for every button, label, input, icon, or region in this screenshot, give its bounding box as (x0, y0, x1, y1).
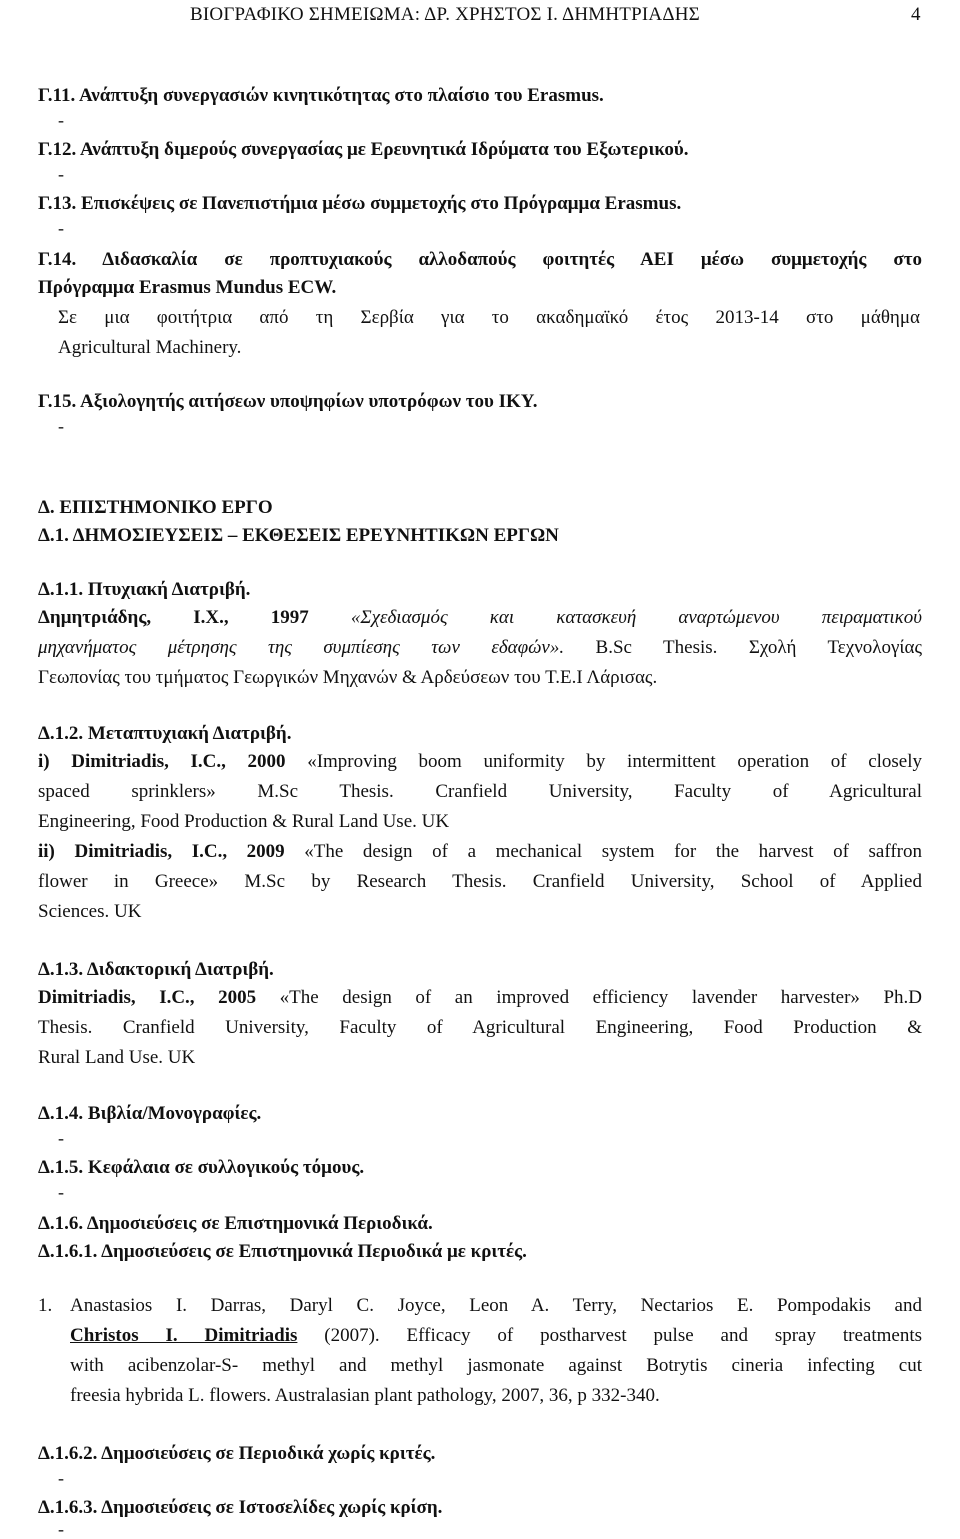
item-g14-text: Διδασκαλία σε προπτυχιακούς αλλοδαπούς φοιτητές ΑΕΙ μέσω συμμετοχής στο (102, 249, 923, 270)
item-g14-label: Γ.14. (38, 249, 77, 270)
d11-author: Δημητριάδης, Ι.Χ., 1997 (38, 607, 309, 628)
section-d15-title: Δ.1.5. Κεφάλαια σε συλλογικούς τόμους. (38, 1157, 365, 1178)
pub1-line3: with acibenzolar-S- methyl and methyl jasmonate against Botrytis cineria infecting cut (70, 1355, 922, 1376)
d13-author: Dimitriadis, I.C., 2005 (38, 987, 257, 1008)
section-d16-title: Δ.1.6. Δημοσιεύσεις σε Επιστημονικά Περιοδικά. (38, 1213, 433, 1234)
d12-ii-author: ii) Dimitriadis, I.C., 2009 (38, 841, 285, 862)
d13-text1: «The design of an improved efficiency lavender harvester» Ph.D (279, 987, 922, 1008)
d12-i-text1: «Improving boom uniformity by intermittent operation of closely (307, 751, 923, 772)
d12-ii-line2: flower in Greece» M.Sc by Research Thesis. Cranfield University, School of Applied (38, 871, 922, 892)
header-title: ΒΙΟΓΡΑΦΙΚΟ ΣΗΜΕΙΩΜΑ: ΔΡ. ΧΡΗΣΤΟΣ Ι. ΔΗΜΗΤΡΙΑΔΗΣ (190, 4, 700, 25)
dash-marker: - (58, 110, 64, 130)
section-d11-title: Δ.1.1. Πτυχιακή Διατριβή. (38, 579, 251, 600)
d12-i-line2: spaced sprinklers» M.Sc Thesis. Cranfield University, Faculty of Agricultural (38, 781, 922, 802)
item-g14-sub2: Agricultural Machinery. (58, 337, 242, 358)
section-d14-title: Δ.1.4. Βιβλία/Μονογραφίες. (38, 1103, 262, 1124)
d13-line2: Thesis. Cranfield University, Faculty of Agricultural Engineering, Food Production & (38, 1017, 922, 1038)
d11-line2 (38, 636, 922, 660)
item-g12: Γ.12. Ανάπτυξη διμερούς συνεργασίας με Ερευνητικά Ιδρύματα του Εξωτερικού. (38, 139, 689, 160)
item-g14-line2: Πρόγραμμα Erasmus Mundus ECW. (38, 277, 337, 298)
d12-i-line3: Engineering, Food Production & Rural Land Use. UK (38, 811, 450, 832)
section-d162-title: Δ.1.6.2. Δημοσιεύσεις σε Περιοδικά χωρίς κριτές. (38, 1443, 436, 1464)
item-g13: Γ.13. Επισκέψεις σε Πανεπιστήμια μέσω συμμετοχής στο Πρόγραμμα Erasmus. (38, 193, 682, 214)
pub1-line2 (70, 1324, 922, 1348)
dash-marker: - (58, 164, 64, 184)
section-d12-title: Δ.1.2. Μεταπτυχιακή Διατριβή. (38, 723, 292, 744)
section-d-title: Δ. ΕΠΙΣΤΗΜΟΝΙΚΟ ΕΡΓΟ (38, 497, 273, 518)
section-d163-title: Δ.1.6.3. Δημοσιεύσεις σε Ιστοσελίδες χωρίς κρίση. (38, 1497, 443, 1518)
section-d161-title: Δ.1.6.1. Δημοσιεύσεις σε Επιστημονικά Περιοδικά με κριτές. (38, 1241, 527, 1262)
dash-marker: - (58, 1128, 64, 1148)
dash-marker: - (58, 1468, 64, 1488)
pub1-number: 1. (38, 1295, 53, 1316)
dash-marker: - (58, 1182, 64, 1202)
d12-ii-line1 (38, 840, 922, 864)
d11-line3: Γεωπονίας του τμήματος Γεωργικών Μηχανών & Αρδεύσεων του Τ.Ε.Ι Λάρισας. (38, 667, 658, 688)
d12-i-line1 (38, 750, 922, 774)
pub1-line1: Anastasios I. Darras, Daryl C. Joyce, Leon A. Terry, Nectarios E. Pompodakis and (70, 1295, 922, 1316)
d12-ii-line3: Sciences. UK (38, 901, 142, 922)
section-d13-title: Δ.1.3. Διδακτορική Διατριβή. (38, 959, 274, 980)
d13-line1 (38, 986, 922, 1010)
page-number: 4 (911, 4, 921, 25)
item-g11: Γ.11. Ανάπτυξη συνεργασιών κινητικότητας στο πλαίσιο του Erasmus. (38, 85, 604, 106)
d11-rest2: B.Sc Thesis. Σχολή Τεχνολογίας (595, 637, 922, 658)
section-d1-title: Δ.1. ΔΗΜΟΣΙΕΥΣΕΙΣ – ΕΚΘΕΣΕΙΣ ΕΡΕΥΝΗΤΙΚΩΝ ΕΡΓΩΝ (38, 525, 559, 546)
d11-quote1: «Σχεδιασμός και κατασκευή αναρτώμενου πειραματικού (350, 607, 923, 628)
d13-line3: Rural Land Use. UK (38, 1047, 196, 1068)
dash-marker: - (58, 416, 64, 436)
item-g15: Γ.15. Αξιολογητής αιτήσεων υποψηφίων υποτρόφων του ΙΚΥ. (38, 391, 538, 412)
d11-line1 (38, 606, 922, 630)
item-g14-sub1: Σε μια φοιτήτρια από τη Σερβία για το ακαδημαϊκό έτος 2013-14 στο μάθημα (58, 307, 920, 328)
pub1-line4: freesia hybrida L. flowers. Australasian plant pathology, 2007, 36, p 332-340. (70, 1385, 660, 1406)
pub1-line2-rest: (2007). Efficacy of postharvest pulse and spray treatments (324, 1325, 922, 1346)
d11-quote2: μηχανήματος μέτρησης της συμπίεσης των εδαφών». (38, 637, 565, 658)
d12-ii-text1: «The design of a mechanical system for the harvest of saffron (304, 841, 923, 862)
d12-i-author: i) Dimitriadis, I.C., 2000 (38, 751, 286, 772)
pub1-author-highlight: Christos I. Dimitriadis (70, 1325, 298, 1346)
dash-marker: - (58, 1519, 64, 1539)
dash-marker: - (58, 218, 64, 238)
item-g14-line1 (38, 248, 922, 272)
